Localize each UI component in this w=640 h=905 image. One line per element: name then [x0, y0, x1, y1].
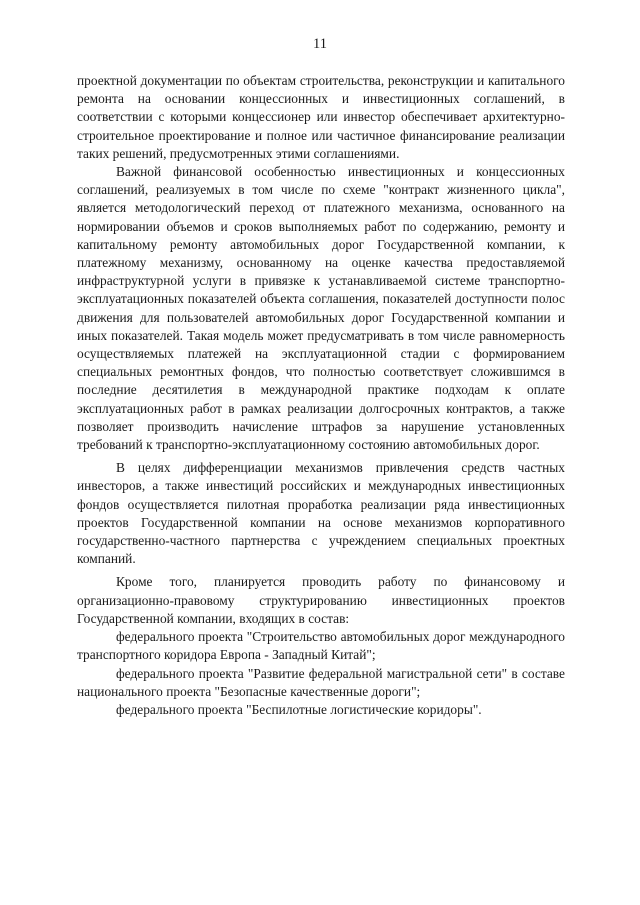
document-body — [77, 72, 565, 719]
list-item-federal-project-unmanned-corridors: федерального проекта "Беспилотные логистические коридоры". — [116, 701, 482, 717]
paragraph-investment-mechanisms: В целях дифференциации механизмов привлечения средств частных инвесторов, а также инвестиций российских и международных инвестиционных фондов осуществляется пилотная проработка реализации ряда инвестиционных проектов Государственной компании на основе механизмов корпоративного государственно-частного партнерства с учреждением специальных проектных компаний. — [77, 460, 565, 567]
paragraph-continuation: проектной документации по объектам строительства, реконструкции и капитального ремонта на основании концессионных и инвестиционных соглашений, в соответствии с которыми концессионер или инвестор обеспечивает архитектурно-строительное проектирование и полное или частичное финансирование реализации таких решений, предусмотренных этими соглашениями. — [77, 73, 565, 161]
list-item-federal-project-europe-china: федерального проекта "Строительство автомобильных дорог международного транспортного коридора Европа - Западный Китай"; — [77, 629, 565, 663]
list-item-federal-project-trunk-network: федерального проекта "Развитие федеральной магистральной сети" в составе национального проекта "Безопасные качественные дороги"; — [77, 665, 565, 699]
paragraph-financial-feature: Важной финансовой особенностью инвестиционных и концессионных соглашений, реализуемых в том числе по схеме "контракт жизненного цикла", является методологический переход от платежного механизма, основанного на нормировании объемов и сроков выполняемых работ по содержанию, ремонту и капитальному ремонту автомобильных дорог Государственной компании, к платежному механизму, основанному на оценке качества предоставляемой инфраструктурной услуги в привязке к устанавливаемой системе транспортно-эксплуатационных показателей объекта соглашения, показателей доступности полос движения для пользователей автомобильных дорог Государственной компании и иных показателей. Такая модель может предусматривать в том числе равномерность осуществляемых платежей на эксплуатационной стадии с формированием специальных ремонтных фондов, что полностью соответствует сложившимся в последние десятилетия в международной практике подходам к оплате эксплуатационных работ в рамках реализации долгосрочных контрактов, а также позволяет производить начисление штрафов за нарушение установленных требований к транспортно-эксплуатационному состоянию автомобильных дорог. — [77, 164, 565, 453]
page-number: 11 — [313, 36, 327, 52]
paragraph-structuring-intro: Кроме того, планируется проводить работу по финансовому и организационно-правовому структурированию инвестиционных проектов Государственной компании, входящих в состав: — [77, 574, 565, 626]
